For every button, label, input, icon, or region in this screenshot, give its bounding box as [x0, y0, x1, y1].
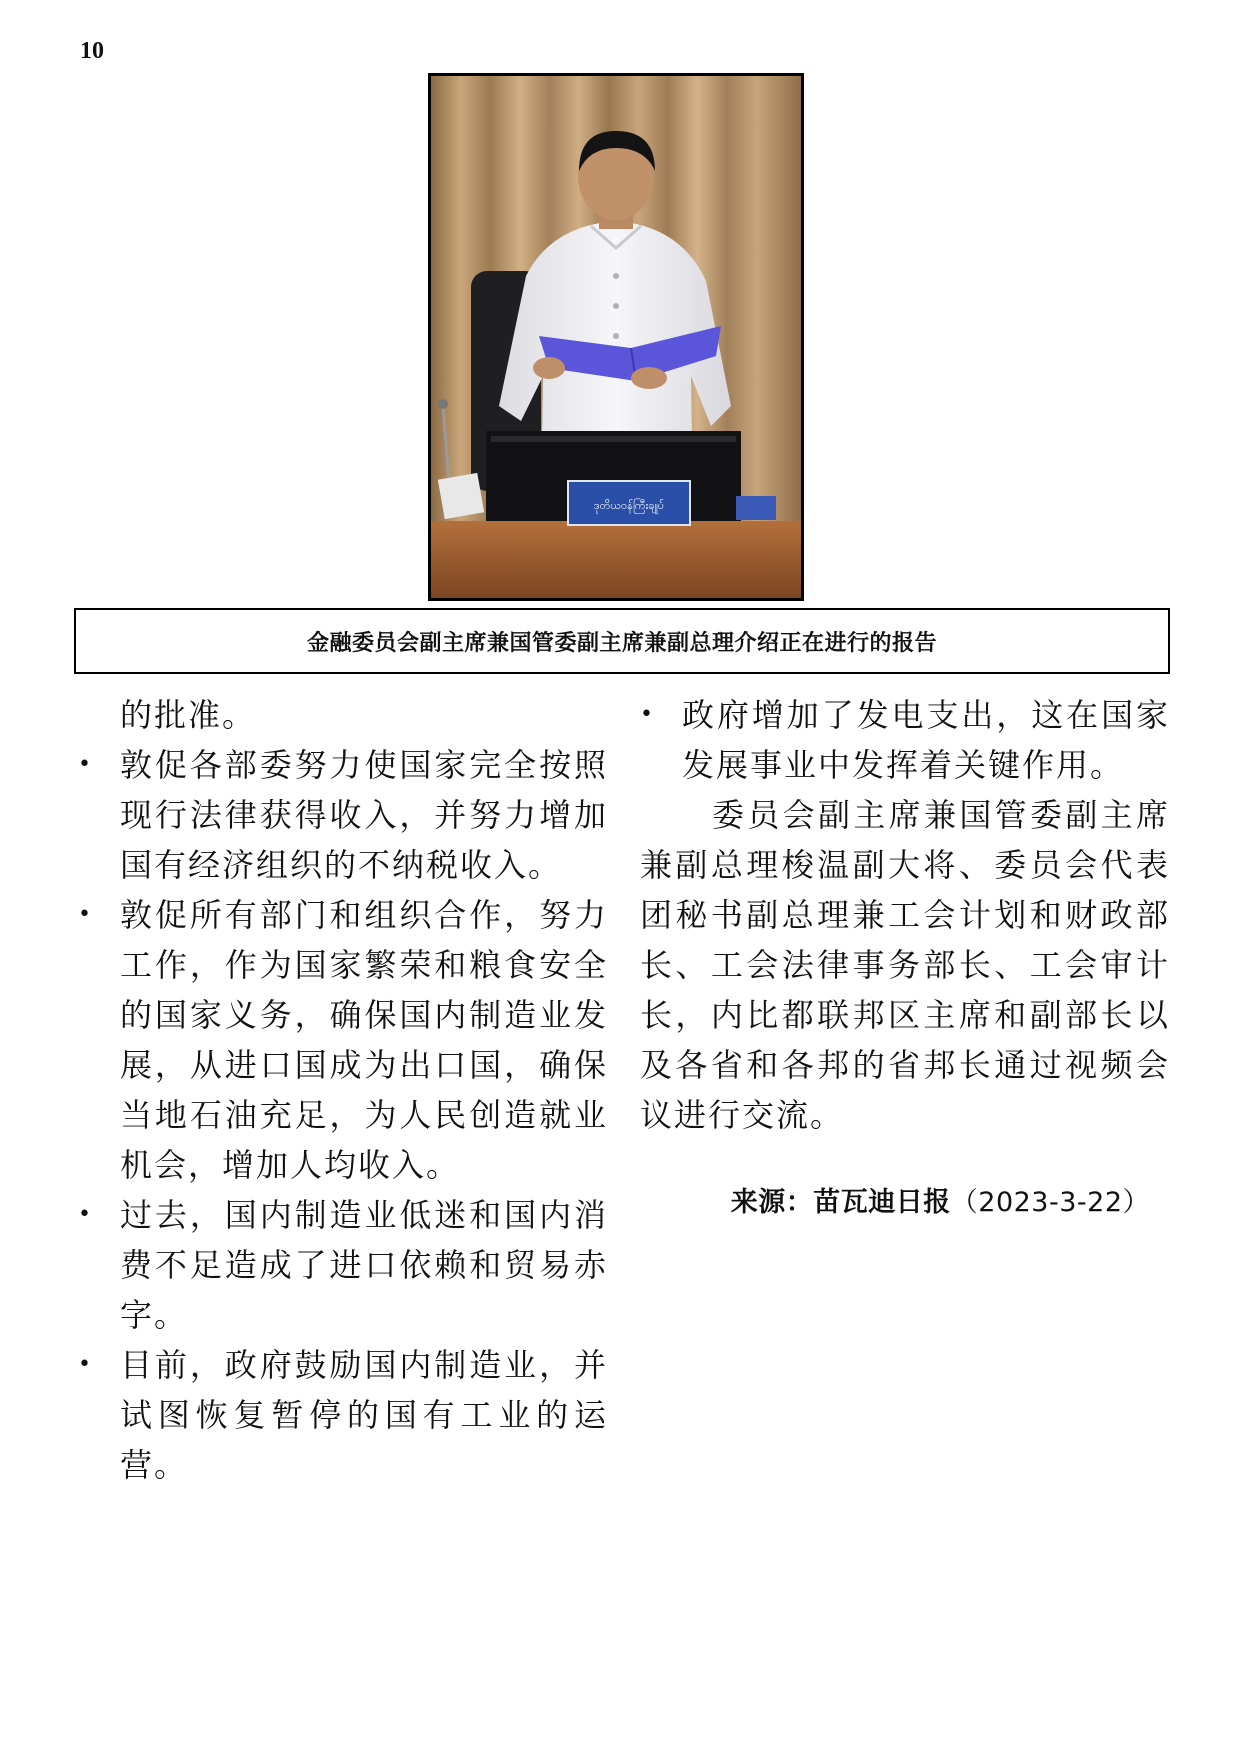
list-item-text: 目前，政府鼓励国内制造业，并试图恢复暂停的国有工业的运营。 — [120, 1346, 608, 1484]
left-column — [78, 690, 608, 1490]
body-paragraph: 委员会副主席兼国管委副主席兼副总理梭温副大将、委员会代表团秘书副总理兼工会计划和财政部长、工会法律事务部长、工会审计长，内比都联邦区主席和副部长以及各省和各邦的省邦长通过视频会议进行交流。 — [640, 796, 1170, 1134]
list-item — [78, 890, 608, 1190]
nameplate-text: ဒုတိယဝန်ကြီးချုပ် — [593, 499, 665, 512]
bullet-icon: • — [78, 902, 91, 927]
list-item — [78, 1340, 608, 1490]
bullet-icon: • — [78, 752, 91, 777]
right-bullet-list — [640, 690, 1170, 790]
bullet-icon: • — [78, 1202, 91, 1227]
photo-caption: 金融委员会副主席兼国管委副主席兼副总理介绍正在进行的报告 — [74, 608, 1170, 674]
list-item-text: 敦促各部委努力使国家完全按照现行法律获得收入，并努力增加国有经济组织的不纳税收入。 — [120, 746, 608, 884]
bullet-icon: • — [640, 702, 653, 727]
bullet-icon: • — [78, 1352, 91, 1377]
news-photo — [428, 73, 804, 601]
list-item-text: 过去，国内制造业低迷和国内消费不足造成了进口依赖和贸易赤字。 — [120, 1196, 608, 1334]
right-column — [640, 690, 1170, 1228]
official-reading-report-image — [431, 76, 801, 598]
source-line — [640, 1178, 1150, 1228]
list-item — [78, 740, 608, 890]
list-item-text: 政府增加了发电支出，这在国家发展事业中发挥着关键作用。 — [682, 696, 1170, 784]
source-date: （2023-3-22） — [950, 1187, 1150, 1218]
list-item — [78, 1190, 608, 1340]
continued-text: 的批准。 — [120, 696, 257, 734]
page-number: 10 — [80, 38, 104, 64]
list-item-text: 敦促所有部门和组织合作，努力工作，作为国家繁荣和粮食安全的国家义务，确保国内制造业发展，从进口国成为出口国，确保当地石油充足，为人民创造就业机会，增加人均收入。 — [120, 896, 608, 1184]
list-item — [640, 690, 1170, 790]
source-label: 来源：苗瓦迪日报 — [730, 1187, 951, 1218]
left-bullet-list — [78, 740, 608, 1490]
